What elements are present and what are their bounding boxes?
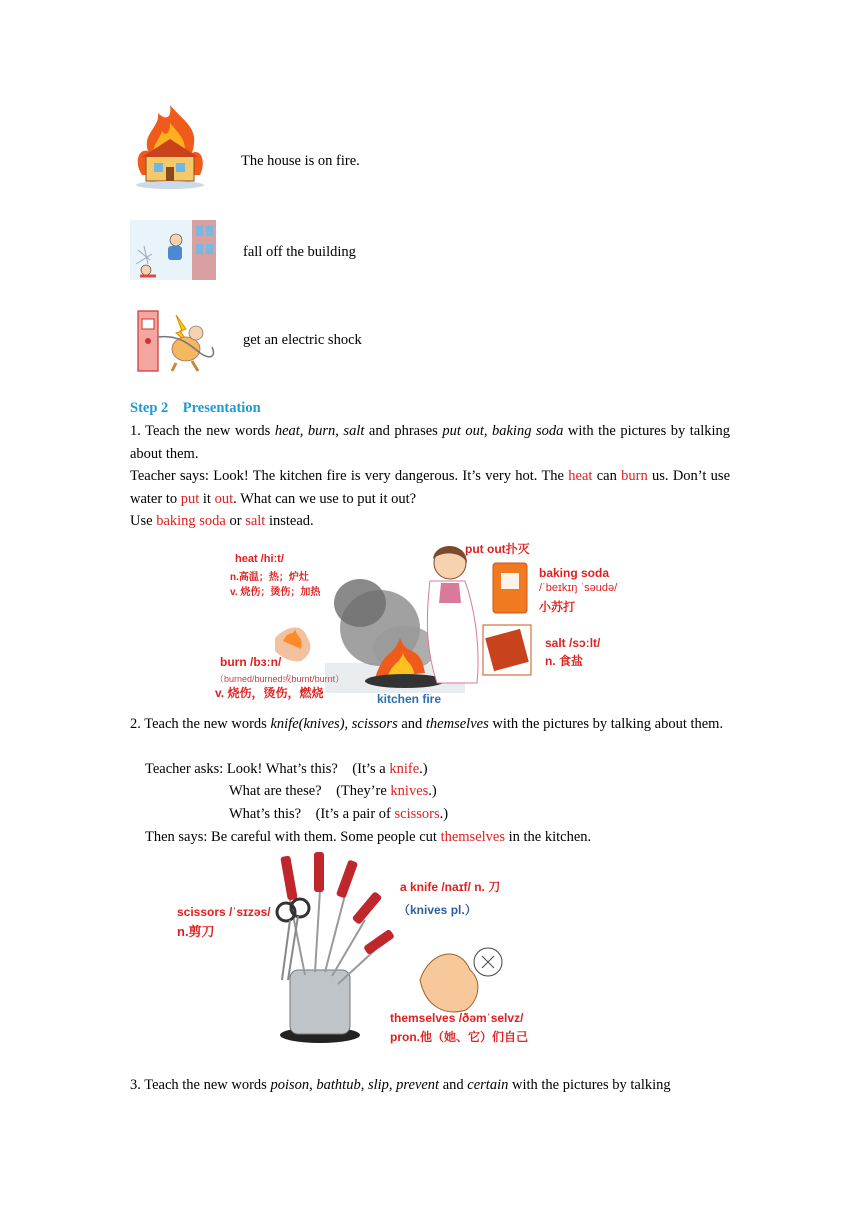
item-3-paragraph [130, 1074, 730, 1097]
burn-chinese: v. 烧伤，烫伤，燃烧 [215, 686, 324, 700]
word-scissors: scissors [394, 806, 440, 822]
use-text-c: instead. [265, 513, 314, 529]
dialogue-4-end: in the kitchen. [505, 829, 592, 845]
kitchen-fire-caption: kitchen fire [377, 692, 442, 706]
item-1-text-c: with the pictures by talking about them. [130, 423, 731, 462]
scissors-chinese: n.剪刀 [177, 924, 215, 939]
dialogue-line-1 [145, 758, 428, 780]
dialogue-2-end: .) [428, 783, 437, 799]
item-1-words: heat, burn, salt [274, 423, 365, 439]
picture-caption-1: The house is on fire. [241, 153, 360, 169]
item-2-paragraph [130, 713, 730, 736]
item-3-certain: certain [467, 1077, 509, 1093]
dialogue-line-4 [145, 826, 591, 848]
dialogue-1-text: Teacher asks: Look! What’s this? (It’s a [145, 761, 390, 777]
dialogue-2-text: What are these? (They’re [229, 783, 391, 799]
item-3-text-d: with the pictures by talking [508, 1077, 671, 1093]
dialogue-line-2 [229, 780, 437, 802]
themselves-title: themselves /ðəmˈselvz/ [390, 1011, 524, 1025]
item-2-words: knife(knives), scissors [270, 716, 398, 732]
knives-figure [170, 850, 570, 1050]
themselves-chinese: pron.他（她、它）们自己 [390, 1030, 528, 1044]
dialogue-line-3 [229, 803, 448, 825]
heat-title: heat /hiːt/ [235, 553, 284, 565]
word-out: out [214, 490, 234, 507]
salt-title: salt /sɔːlt/ [545, 636, 601, 650]
knife-title: a knife /naɪf/ n. 刀 [400, 880, 501, 894]
teacher-text-d: it [199, 490, 215, 507]
baking-soda-title: baking soda [539, 566, 610, 580]
item-2-themselves: themselves [425, 716, 489, 732]
teacher-text: Teacher says: Look! The kitchen fire is very dangerous. It’s very hot. The [130, 468, 569, 484]
baking-soda-phonetic: /ˈbeɪkɪŋ ˈsəudə/ [539, 582, 618, 594]
step-label: Step 2 [130, 400, 169, 416]
put-out-label: put out扑灭 [465, 542, 530, 556]
dialogue-3-end: .) [439, 806, 449, 822]
baking-soda-chinese: 小苏打 [539, 600, 576, 614]
teacher-says-paragraph [130, 465, 730, 510]
dialogue-4-text: Then says: Be careful with them. Some people cut [145, 829, 441, 845]
word-salt: salt [245, 513, 266, 529]
item-1-paragraph [130, 420, 730, 465]
heat-noun: n.高温；热；炉灶 [230, 572, 309, 583]
use-line [130, 510, 730, 533]
word-themselves: themselves [440, 829, 505, 845]
word-burn: burn [621, 468, 648, 484]
step-heading [130, 397, 261, 419]
kitchen-fire-figure [215, 533, 635, 711]
falling-person-icon [130, 220, 216, 280]
picture-caption-2: fall off the building [243, 244, 356, 260]
dialogue-1-end: .) [419, 761, 428, 777]
item-2-text-d: with the pictures by talking about them. [488, 716, 724, 732]
word-heat: heat [568, 468, 593, 484]
use-text-b: or [225, 513, 246, 529]
item-1-phrases: put out, baking soda [442, 423, 564, 439]
electric-shock-icon [136, 307, 218, 373]
dialogue-3-text: What’s this? (It’s a pair of [229, 806, 395, 822]
item-2-text: 2. Teach the new words [130, 716, 271, 732]
item-1-text-b: and phrases [364, 423, 443, 439]
shock-picture [136, 307, 218, 373]
item-1-text: 1. Teach the new words [130, 423, 275, 439]
item-3-text-b: and [439, 1077, 468, 1093]
teacher-text-e: . What can we use to put it out? [233, 490, 417, 507]
heat-verb: v. 烧伤；烫伤；加热 [230, 587, 321, 598]
house-fire-icon [130, 103, 210, 191]
step-title: Presentation [182, 400, 261, 416]
word-put: put [180, 490, 200, 507]
use-text: Use [130, 513, 157, 529]
salt-chinese: n. 食盐 [545, 654, 583, 668]
teacher-text-c: us. Don’t use water to [130, 468, 731, 507]
item-3-words: poison, bathtub, slip, prevent [270, 1077, 440, 1093]
burn-title: burn /bɜːn/ [220, 655, 282, 669]
knives-plural: （knives pl.） [398, 903, 477, 917]
house-fire-picture [130, 103, 210, 191]
picture-caption-3: get an electric shock [243, 332, 362, 348]
scissors-title: scissors /ˈsɪzəs/ [177, 905, 271, 919]
word-baking-soda: baking soda [156, 513, 226, 529]
word-knife: knife [389, 761, 420, 777]
teacher-text-b: can [592, 468, 622, 484]
item-2-text-b: and [397, 716, 426, 732]
word-knives: knives [390, 783, 429, 799]
burn-forms: （burned/burned或burnt/burnt） [215, 674, 345, 684]
item-3-text: 3. Teach the new words [130, 1077, 271, 1093]
falling-picture [130, 220, 216, 280]
